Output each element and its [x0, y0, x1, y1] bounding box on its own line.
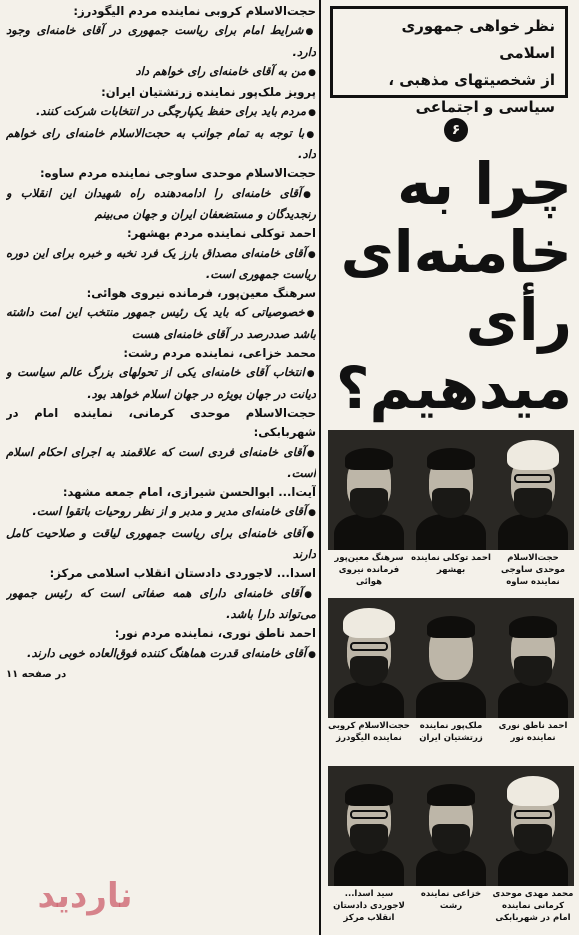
- portrait-cell: [410, 598, 492, 763]
- quote-paragraph: ● آقای خامنه‌ای دارای همه صفاتی است که رئیس جمهور می‌تواند دارا باشد.: [6, 584, 316, 625]
- portrait-caption: احمد ناطق نوری نماینده نور: [498, 721, 568, 743]
- portrait-glasses: [514, 810, 552, 819]
- portrait-cell: [410, 430, 492, 595]
- portrait-grid: [326, 430, 576, 930]
- portrait-photo: [492, 766, 574, 886]
- speaker-line: احمد توکلی نماینده مردم بهشهر:: [126, 226, 316, 241]
- portrait-caption: خزاعی نماینده رشت: [420, 889, 482, 911]
- series-number-badge: ۶: [444, 118, 468, 142]
- portrait-turban: [507, 776, 559, 806]
- portrait-beard: [514, 488, 552, 518]
- quote-paragraph: ● با توجه به تمام جوانب به حجت‌الاسلام خامنه‌ای رای خواهم داد.: [6, 124, 316, 165]
- watermark-logo: ناردید: [37, 876, 133, 916]
- portrait-caption: ملک‌پور نماینده زرتشتیان ایران: [419, 721, 483, 743]
- portrait-caption: سید اسدا... لاجوردی دادستان انقلاب مرکز: [333, 889, 405, 923]
- portrait-beard: [350, 656, 388, 686]
- portrait-beard: [432, 488, 470, 518]
- quote-paragraph: ● مردم باید برای حفظ یکپارچگی در انتخابات شرکت کنند.: [6, 102, 316, 123]
- portrait-beard: [432, 824, 470, 854]
- portrait-hair: [345, 448, 393, 470]
- portrait-beard: [350, 488, 388, 518]
- portrait-caption: احمد توکلی نماینده بهشهر: [411, 553, 491, 575]
- portrait-shoulders: [334, 514, 404, 550]
- column-divider: [319, 0, 321, 935]
- quote-paragraph: ● شرایط امام برای ریاست جمهوری در آقای خامنه‌ای وجود دارد.: [6, 21, 316, 62]
- headline-line-2: خامنه‌ای: [340, 218, 572, 286]
- quote-paragraph: ● آقای خامنه‌ای فردی است که علاقمند به اجرای احکام اسلام است.: [6, 443, 316, 484]
- quote-paragraph: ● آقای خامنه‌ای برای ریاست جمهوری لیاقت و صلاحیت کامل دارند: [6, 524, 316, 565]
- speaker-line: حجت‌الاسلام کروبی نماینده مردم الیگودرز:: [73, 4, 316, 18]
- portrait-hair: [427, 784, 475, 806]
- portrait-cell: [410, 766, 492, 931]
- kicker-line-3: سیاسی و اجتماعی: [415, 98, 555, 116]
- portrait-cell: [492, 430, 574, 595]
- speaker-line: اسدا... لاجوردی دادستان انقلاب اسلامی مرکز:: [49, 566, 316, 581]
- portrait-beard: [514, 656, 552, 686]
- portrait-cell: [492, 598, 574, 763]
- quote-paragraph: ● انتخاب آقای خامنه‌ای یکی از تحولهای بزرگ عالم سیاست و دیانت در جهان بویژه در جهان اسلام خواهد بود.: [6, 363, 316, 404]
- article-text-column: [6, 2, 316, 932]
- speaker-line: حجت‌الاسلام موحدی کرمانی، نماینده امام در شهربابکی:: [6, 405, 316, 440]
- headline-line-3: رأی: [465, 286, 572, 354]
- kicker-box: [330, 6, 568, 116]
- portrait-cell: [328, 766, 410, 931]
- kicker-line-2: از شخصیتهای مذهبی ،: [388, 71, 555, 89]
- portrait-photo: [492, 430, 574, 550]
- quote-paragraph: ● آقای خامنه‌ای قدرت هماهنگ کننده فوق‌العاده خوبی دارند.: [6, 644, 316, 665]
- portrait-cell: [328, 430, 410, 595]
- speaker-line: محمد خزاعی، نماینده مردم رشت:: [123, 346, 316, 361]
- portrait-turban: [507, 440, 559, 470]
- portrait-shoulders: [416, 682, 486, 718]
- headline: [326, 150, 572, 422]
- portrait-photo: [410, 598, 492, 718]
- speaker-line: احمد ناطق نوری، نماینده مردم نور:: [114, 626, 316, 641]
- headline-line-4: میدهیم؟: [335, 354, 572, 422]
- portrait-shoulders: [416, 514, 486, 550]
- quote-paragraph: ● من به آقای خامنه‌ای رای خواهم داد: [6, 62, 316, 83]
- quote-paragraph: ● آقای خامنه‌ای را ادامه‌دهنده راه شهیدان این انقلاب و رنجدیدگان و مستضعفان ایران و جهان می‌بینم: [6, 184, 316, 225]
- portrait-hair: [427, 616, 475, 638]
- portrait-hair: [509, 616, 557, 638]
- portrait-photo: [410, 430, 492, 550]
- continued-note: در صفحه ۱۱: [6, 668, 67, 680]
- portrait-photo: [328, 766, 410, 886]
- portrait-photo: [492, 598, 574, 718]
- portrait-shoulders: [334, 850, 404, 886]
- portrait-caption: محمد مهدی موحدی کرمانی نماینده امام در شهربابکی: [492, 889, 574, 923]
- portrait-shoulders: [498, 850, 568, 886]
- portrait-shoulders: [334, 682, 404, 718]
- portrait-caption: حجت‌الاسلام موحدی ساوجی نماینده ساوه: [501, 553, 565, 587]
- portrait-shoulders: [498, 682, 568, 718]
- speaker-line: سرهنگ معین‌پور، فرمانده نیروی هوائی:: [86, 286, 316, 301]
- portrait-caption: حجت‌الاسلام کروبی نماینده الیگودرز: [328, 721, 410, 743]
- speaker-line: آیت‌ا... ابوالحسن شیرازی، امام جمعه مشهد:: [62, 485, 316, 500]
- portrait-cell: [328, 598, 410, 763]
- portrait-glasses: [350, 810, 388, 819]
- portrait-shoulders: [416, 850, 486, 886]
- portrait-hair: [345, 784, 393, 806]
- portrait-caption: سرهنگ معین‌پور فرمانده نیروی هوائی: [334, 553, 404, 587]
- portrait-cell: [492, 766, 574, 931]
- portrait-hair: [427, 448, 475, 470]
- quote-paragraph: ● خصوصیاتی که باید یک رئیس جمهور منتخب این امت داشته باشد صددرصد در آقای خامنه‌ای هست: [6, 303, 316, 344]
- quote-paragraph: ● آقای خامنه‌ای مدیر و مدبر و از نظر روحیات باتقوا است.: [6, 502, 316, 523]
- headline-line-1: چرا به: [397, 150, 572, 218]
- speaker-line: پرویز ملک‌پور نماینده زرتشتیان ایران:: [101, 85, 316, 100]
- portrait-glasses: [514, 474, 552, 483]
- portrait-photo: [328, 598, 410, 718]
- kicker-line-1: نظر خواهی جمهوری اسلامی: [401, 17, 555, 62]
- portrait-beard: [514, 824, 552, 854]
- portrait-photo: [328, 430, 410, 550]
- portrait-beard: [350, 824, 388, 854]
- portrait-turban: [343, 608, 395, 638]
- portrait-photo: [410, 766, 492, 886]
- quote-paragraph: ● آقای خامنه‌ای مصداق بارز یک فرد نخبه و خبره برای این دوره ریاست جمهوری است.: [6, 244, 316, 285]
- portrait-glasses: [350, 642, 388, 651]
- portrait-shoulders: [498, 514, 568, 550]
- speaker-line: حجت‌الاسلام موحدی ساوجی نماینده مردم ساوه:: [39, 166, 316, 181]
